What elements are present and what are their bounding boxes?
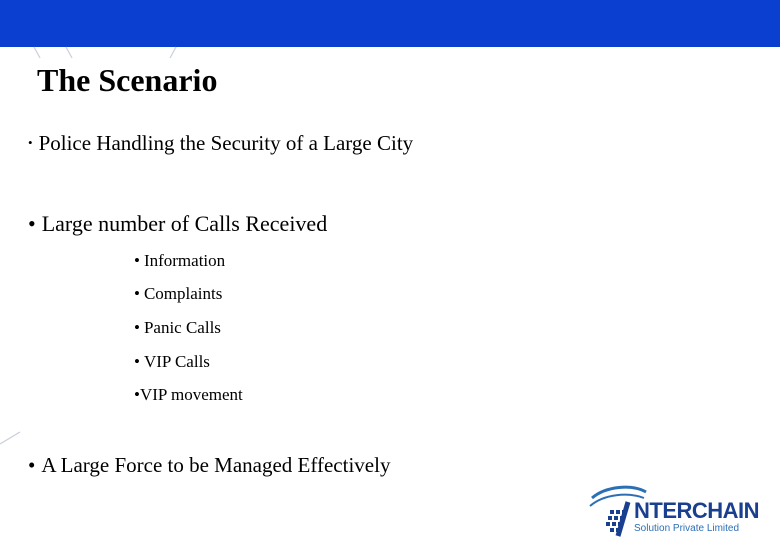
sub-bullet-text: VIP movement xyxy=(139,385,243,404)
sub-bullet-text: Information xyxy=(143,251,226,270)
bullet-item xyxy=(28,131,413,156)
logo-wordmark: NTERCHAIN xyxy=(634,498,760,523)
bullet-item xyxy=(28,211,327,237)
bullet-marker: • xyxy=(28,211,36,236)
sub-bullet-item xyxy=(134,352,210,372)
sub-bullet-item xyxy=(134,318,221,338)
bullet-marker: • xyxy=(134,385,140,404)
slide-title: The Scenario xyxy=(37,62,218,98)
sub-bullet-item xyxy=(134,284,222,304)
bullet-marker: • xyxy=(28,135,33,150)
bullet-text: Large number of Calls Received xyxy=(41,211,328,236)
bullet-marker: • xyxy=(134,352,140,371)
bullet-text: Police Handling the Security of a Large City xyxy=(38,131,414,155)
sub-bullet-text: Complaints xyxy=(143,284,223,303)
interchain-logo xyxy=(588,484,774,538)
sub-bullet-item xyxy=(134,385,243,405)
bullet-marker: • xyxy=(134,284,140,303)
sub-bullet-text: VIP Calls xyxy=(143,352,210,371)
sub-bullet-item xyxy=(134,251,225,271)
bullet-marker: • xyxy=(134,251,140,270)
top-header-bar xyxy=(0,0,780,47)
bullet-text: A Large Force to be Managed Effectively xyxy=(41,453,391,477)
sub-bullet-text: Panic Calls xyxy=(143,318,221,337)
logo-tagline: Solution Private Limited xyxy=(634,523,740,534)
bullet-marker: • xyxy=(134,318,140,337)
bullet-marker: • xyxy=(28,453,36,477)
bullet-item xyxy=(28,453,390,478)
